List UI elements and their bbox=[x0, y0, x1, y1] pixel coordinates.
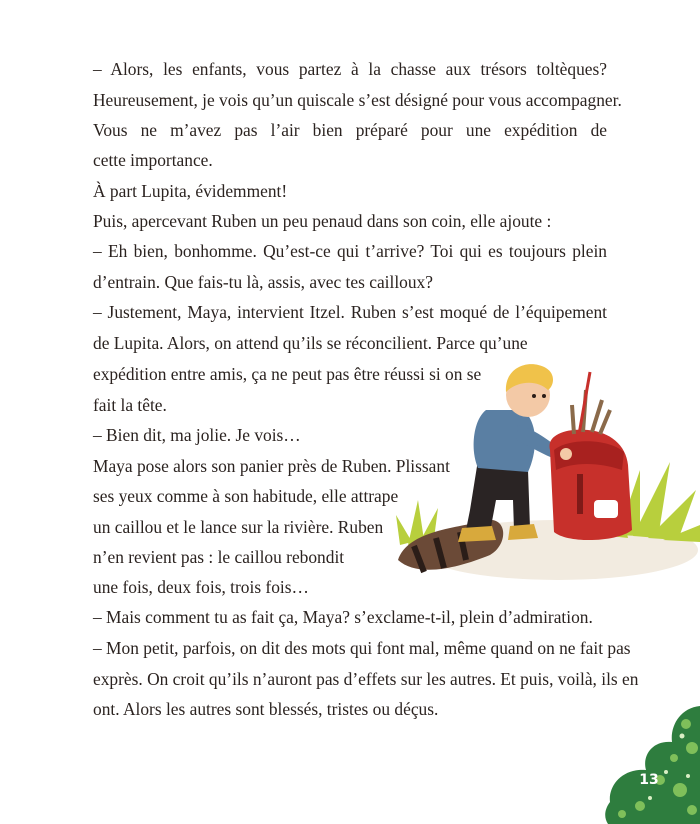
boy-hand bbox=[560, 448, 572, 460]
boy-eye bbox=[542, 394, 546, 398]
text-line: – Alors, les enfants, vous partez à la chasse aux trésors toltèques? bbox=[93, 59, 607, 79]
text-line: ses yeux comme à son habitude, elle attrape bbox=[93, 486, 399, 506]
text-line: fait la tête. bbox=[93, 395, 167, 415]
text-line: de Lupita. Alors, on attend qu’ils se réconcilient. Parce qu’une bbox=[93, 333, 528, 353]
text-line: une fois, deux fois, trois fois… bbox=[93, 577, 309, 597]
text-line: n’en revient pas : le caillou rebondit bbox=[93, 547, 345, 567]
boy-backpack-illustration bbox=[378, 350, 700, 590]
sticks bbox=[572, 390, 610, 434]
boy-shoe bbox=[458, 526, 496, 542]
text-line: d’entrain. Que fais-tu là, assis, avec tes cailloux? bbox=[93, 272, 433, 292]
text-line: – Mon petit, parfois, on dit des mots qui font mal, même quand on ne fait pas bbox=[93, 638, 631, 658]
text-line: – Justement, Maya, intervient Itzel. Ruben s’est moqué de l’équipement bbox=[93, 302, 607, 322]
text-line: cette importance. bbox=[93, 150, 213, 170]
text-line: – Eh bien, bonhomme. Qu’est-ce qui t’arrive? Toi qui es toujours plein bbox=[93, 241, 607, 261]
boy-eye bbox=[532, 394, 536, 398]
bush-decoration bbox=[600, 706, 700, 824]
text-line: Heureusement, je vois qu’un quiscale s’est désigné pour vous accompagner. bbox=[93, 90, 622, 110]
text-line: ont. Alors les autres sont blessés, tristes ou déçus. bbox=[93, 699, 439, 719]
text-line: – Mais comment tu as fait ça, Maya? s’exclame-t-il, plein d’admiration. bbox=[93, 607, 593, 627]
text-line: Maya pose alors son panier près de Ruben. Plissant bbox=[93, 456, 450, 476]
backpack-strap bbox=[577, 474, 583, 514]
text-line: expédition entre amis, ça ne peut pas être réussi si on se bbox=[93, 364, 482, 384]
text-line: À part Lupita, évidemment! bbox=[93, 181, 288, 201]
text-line: Vous ne m’avez pas l’air bien préparé pour une expédition de bbox=[93, 120, 607, 140]
backpack-pocket bbox=[594, 500, 618, 518]
text-line: un caillou et le lance sur la rivière. Ruben bbox=[93, 517, 384, 537]
text-line: Puis, apercevant Ruben un peu penaud dans son coin, elle ajoute : bbox=[93, 211, 552, 231]
text-line: – Bien dit, ma jolie. Je vois… bbox=[93, 425, 301, 445]
boy-shoe bbox=[508, 524, 538, 540]
page-number: 13 bbox=[639, 772, 659, 788]
text-line: exprès. On croit qu’ils n’auront pas d’effets sur les autres. Et puis, voilà, ils en bbox=[93, 669, 639, 689]
